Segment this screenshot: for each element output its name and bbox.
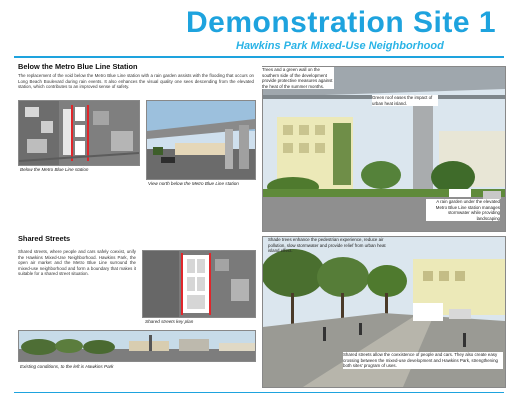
caption-existing: Existing conditions, to the left is Hawkins Park [20,364,114,369]
caption-plan-shared: Shared streets key plan [145,319,194,324]
page-subtitle: Hawkins Park Mixed-Use Neighborhood [236,40,444,52]
aerial-plan-metro [18,100,140,166]
caption-photo-metro: View north below the Metro Blue Line station [148,181,239,186]
section-body-metro: The replacement of the void below the Metro Blue Line station with a rain garden assists with the flooding that occurs on Long Beach Boulevard during rain events. It also enhances the visual quality one sees descending from the elevated station, which contributes to an improved sense of safety. [18,73,254,90]
note-green-roof: Green roof eases the impact of urban heat island. [372,95,438,106]
note-shade-trees: Shade trees enhance the pedestrian experience, reduce air pollution, slow stormwater and provide relief from urban heat island effect. [268,237,386,254]
note-shared-streets: Shared streets allow the coexistence of people and cars. They also create easy crossing between the mixed-use development and Hawkins Park, strengthening both sites' program of uses. [343,352,503,369]
header-rule [14,56,504,58]
photo-below-metro [146,100,256,180]
page-title: Demonstration Site 1 [186,6,497,39]
note-trees: Trees and a green wall on the southern side of the development provide protective measures against the heat of the summer months. [262,67,333,89]
photo-existing-conditions [18,330,256,362]
aerial-plan-shared [142,250,256,318]
footer-rule [14,392,504,393]
section-heading-metro: Below the Metro Blue Line Station [18,62,138,71]
note-rain-garden: A rain garden under the elevated Metro Blue Line station manages stormwater while providing landscaping [426,199,500,221]
section-heading-shared: Shared Streets [18,234,71,243]
caption-plan-metro: Below the Metro Blue Line station [20,167,89,172]
section-body-shared: Shared streets, where people and cars safely coexist, unify the Hawkins Mixed-Use Neighborhood. Hawkins Park, the open air market and the Metro Blue Line surround the mixed-use neighborhood and form a boundary that makes it suitable for a shared street situation. [18,249,136,277]
